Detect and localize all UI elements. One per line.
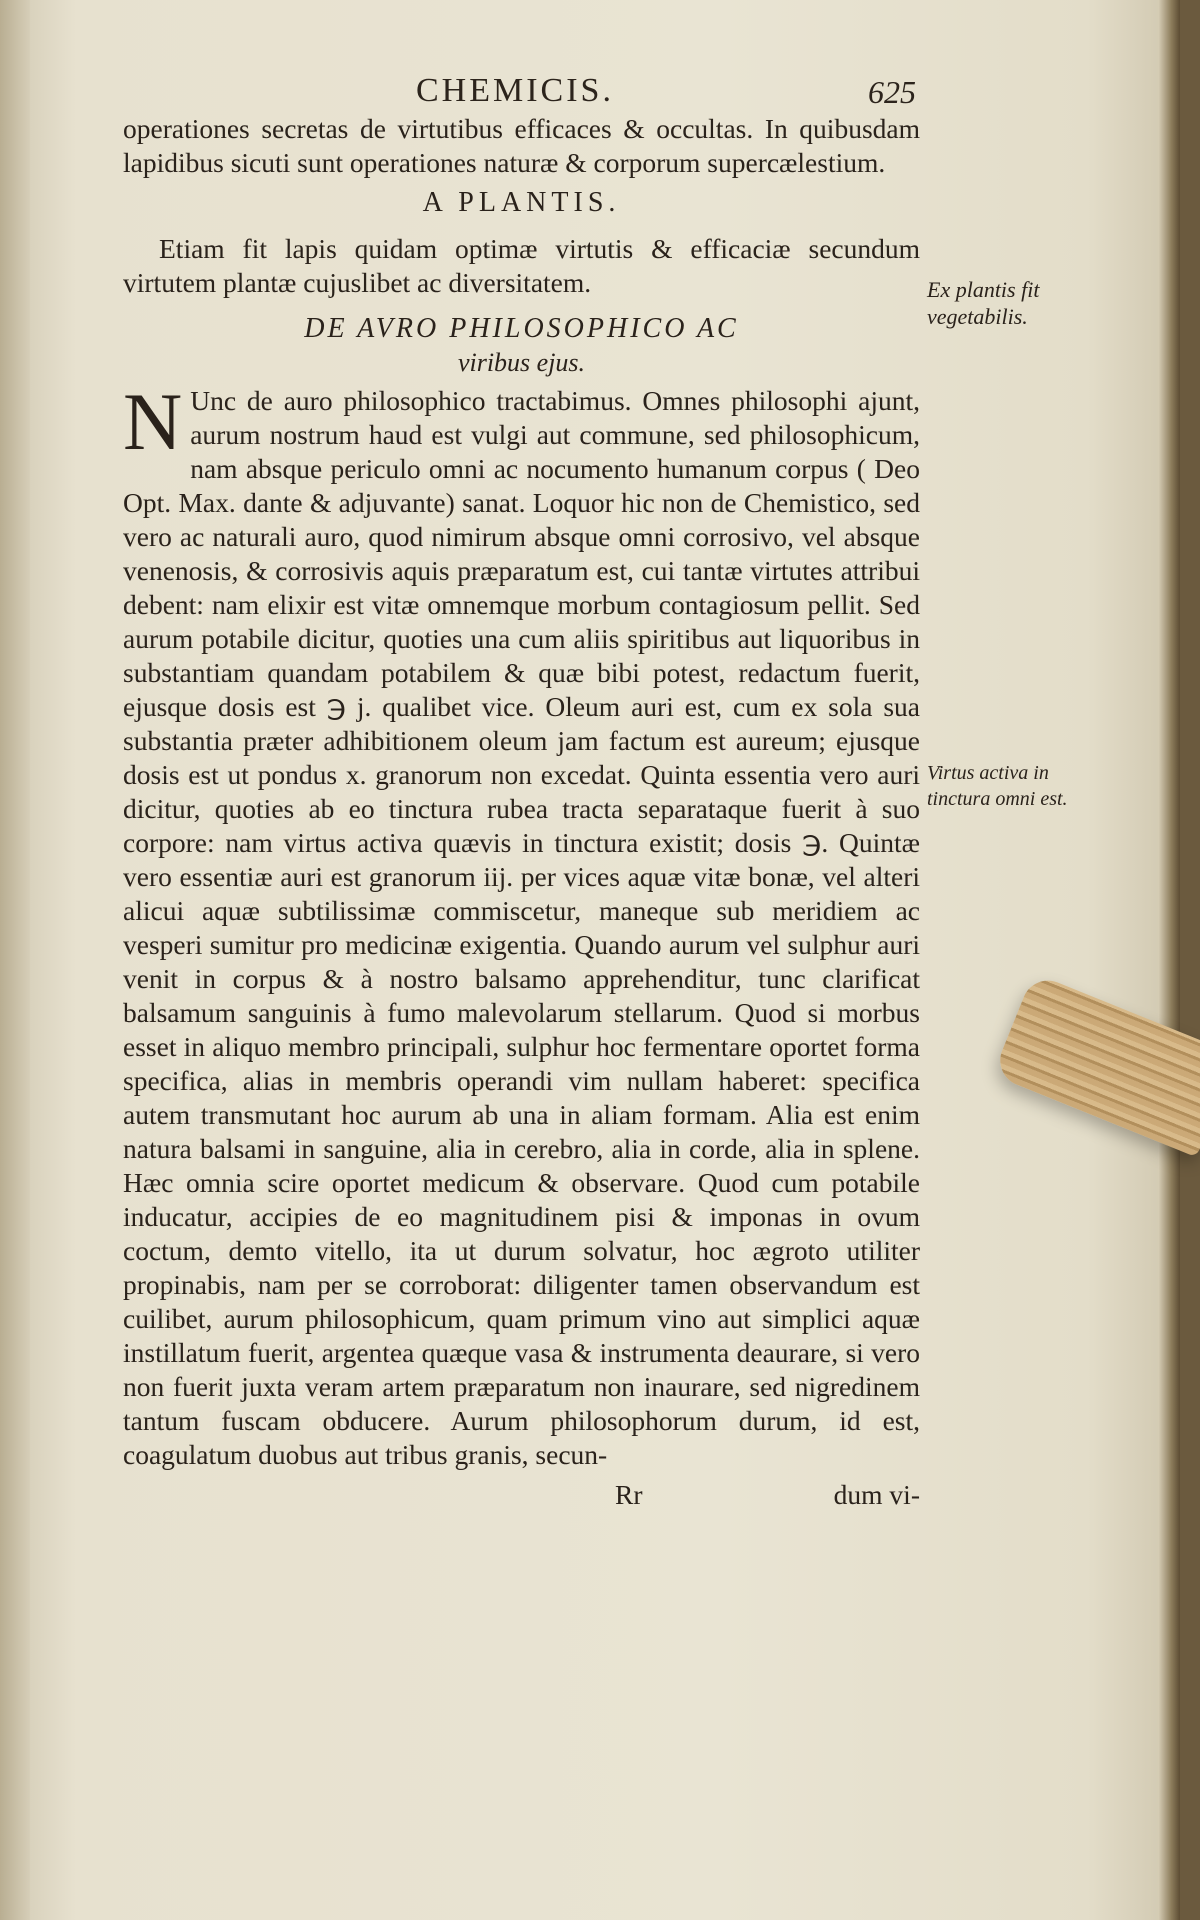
marginal-note-plants: Ex plantis fit vegetabilis. [927,277,1040,329]
intro-paragraph: operationes secretas de virtutibus efficaces & occultas. In quibusdam lapidibus sicuti sunt operationes naturæ & corporum supercælestium. [123,113,920,178]
chapter-heading: DE AVRO PHILOSOPHICO AC [304,313,739,344]
page-body [123,112,920,1512]
page-number: 625 [868,74,916,110]
catchword: dum vi- [833,1479,920,1510]
page-footer [123,1478,920,1512]
main-text: Unc de auro philosophico tractabimus. Omnes philosophi ajunt, aurum nostrum haud est vulgi aut commune, sed philosophicum, nam absque periculo omni ac nocumento humanum corpus ( Deo Opt. Max. dante & adjuvante) sanat. Loquor hic non de Chemistico, sed vero ac naturali auro, quod nimirum absque omni corrosivo, vel absque venenosis, & corrosivis aquis præparatum est, cui tantæ virtutes attribui debent: nam elixir est vitæ omnemque morbum contagiosum pellit. Sed aurum potabile dicitur, quoties una cum aliis spiritibus aut liquoribus in substantiam quandam potabilem & quæ bibi potest, redactum fuerit, ejusque dosis est ℈ j. qualibet vice. Oleum auri est, cum ex sola sua substantia præter adhibitionem oleum jam factum est aureum; ejusque dosis est ut pondus x. granorum non excedat. Quinta essentia vero auri dicitur, quoties ab eo tinctura rubea tracta separataque fuerit à suo corpore: nam virtus activa quævis in tinctura existit; dosis ℈. Quintæ vero essentiæ auri est granorum iij. per vices aquæ vitæ bonæ, vel alteri alicui aquæ subtilissimæ commiscetur, maneque sub meridiem ac vesperi sumitur pro medicinæ exigentia. Quando aurum vel sulphur auri venit in corpus & à nostro balsamo apprehenditur, tunc clarificat balsamum sanguinis à fumo malevolarum stellarum. Quod si morbus esset in aliquo membro principali, sulphur hoc fermentare oportet forma specifica, alias in membris operandi vim nullam haberet: specifica autem transmutant hoc aurum ab una in aliam formam. Alia est enim natura balsami in sanguine, alia in cerebro, alia in corde, alia in splene. Hæc omnia scire oportet medicum & observare. Quod cum potabile inducatur, accipies de eo magnitudinem pisi & imponas in ovum coctum, demto vitello, ita ut durum solvatur, hoc ægroto utiliter propinabis, nam per se corroborat: diligenter tamen observandum est cuilibet, aurum philosophicum, quam primum vino aut simplici aquæ instillatum fuerit, argentea quæque vasa & instrumenta deaurare, si vero non fuerit juxta veram artem præparatum non inaurare, sed nigredinem tantum fuscam obducere. Aurum philosophorum durum, id est, coagulatum duobus aut tribus granis, secun- [123,385,920,1470]
section-heading: A PLANTIS. [422,187,621,218]
signature-mark: Rr [615,1479,643,1510]
previous-page-edge [0,0,30,1920]
plant-paragraph: Etiam fit lapis quidam optimæ virtutis & efficaciæ secundum virtutem plantæ cujuslibet ac diversitatem. [123,233,920,298]
book-page [30,0,1180,1920]
running-title: CHEMICIS. [416,72,614,109]
drop-cap: N [123,376,183,467]
main-paragraph [123,376,920,1472]
page-header [30,72,930,116]
marginal-note-tincture: Virtus activa in tinctura omni est. [927,762,1068,810]
chapter-subheading: viribus ejus. [457,348,586,377]
book-spine-shadow [1158,0,1180,1920]
